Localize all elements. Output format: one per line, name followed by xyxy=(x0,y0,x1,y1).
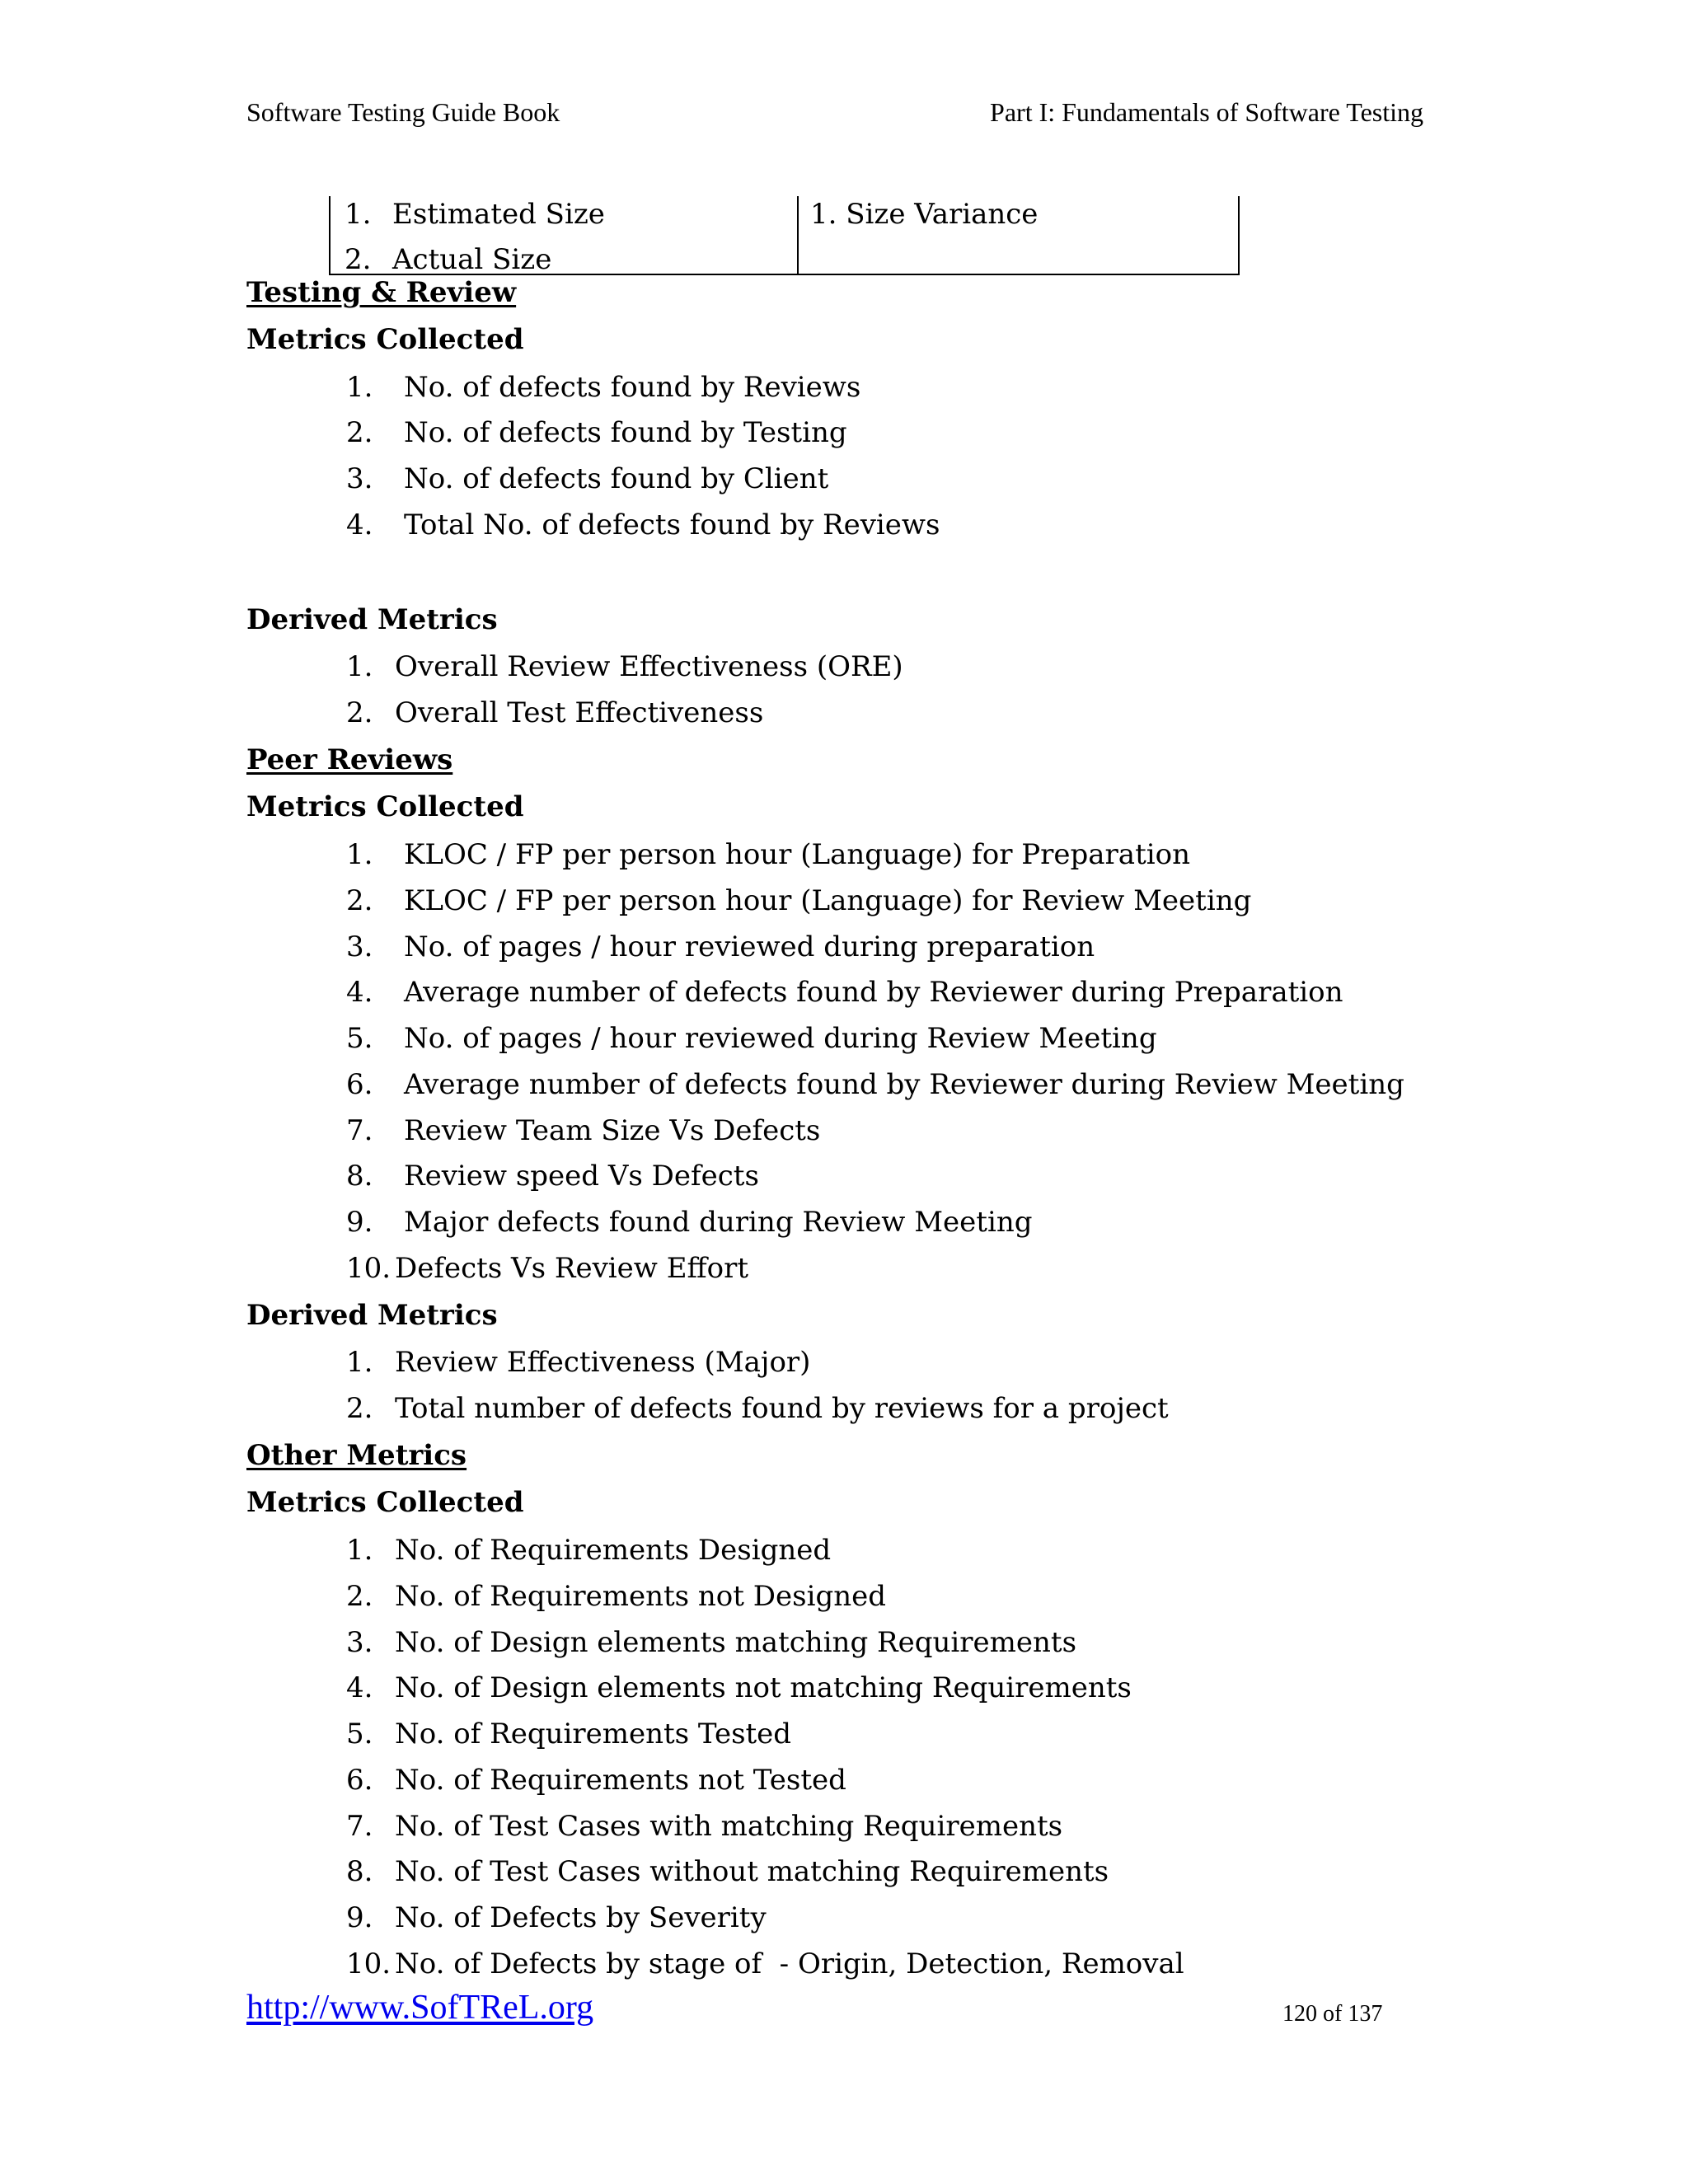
list-item-number: 2. xyxy=(346,416,373,449)
list-item: Review speed Vs Defects xyxy=(404,1160,759,1193)
section-title-testing-review: Testing & Review xyxy=(246,276,517,309)
list-item-number: 4. xyxy=(346,976,373,1009)
list-item: No. of Requirements Tested xyxy=(395,1718,792,1750)
subheading-derived-metrics: Derived Metrics xyxy=(246,1299,498,1332)
list-item: Overall Test Effectiveness xyxy=(395,696,764,729)
list-item: Total number of defects found by reviews for a project xyxy=(395,1392,1169,1425)
list-item: No. of pages / hour reviewed during Review Meeting xyxy=(404,1022,1157,1055)
section-title-peer-reviews: Peer Reviews xyxy=(246,743,453,776)
table-cell-text: Estimated Size xyxy=(392,198,605,231)
running-header-left: Software Testing Guide Book xyxy=(246,97,560,127)
running-header-right: Part I: Fundamentals of Software Testing xyxy=(990,97,1423,127)
list-item-number: 3. xyxy=(346,462,373,495)
list-item-number: 4. xyxy=(346,1671,373,1704)
list-item: No. of defects found by Testing xyxy=(404,416,847,449)
list-item: KLOC / FP per person hour (Language) for Review Meeting xyxy=(404,884,1252,917)
subheading-metrics-collected: Metrics Collected xyxy=(246,323,524,356)
list-item-number: 3. xyxy=(346,1626,373,1659)
subheading-metrics-collected: Metrics Collected xyxy=(246,790,524,823)
list-item-number: 8. xyxy=(346,1160,373,1193)
list-item-number: 2. xyxy=(346,1580,373,1613)
page-number: 120 of 137 xyxy=(1282,2001,1383,2027)
list-item-number: 9. xyxy=(346,1901,373,1934)
list-item: No. of pages / hour reviewed during preparation xyxy=(404,930,1095,963)
list-item: No. of Test Cases with matching Requirements xyxy=(395,1810,1063,1843)
list-item-number: 10. xyxy=(346,1252,392,1285)
list-item: No. of Test Cases without matching Requirements xyxy=(395,1855,1109,1888)
list-item: Average number of defects found by Reviewer during Review Meeting xyxy=(404,1068,1404,1101)
table-cell-text: 1. Size Variance xyxy=(810,198,1039,231)
list-item: Major defects found during Review Meeting xyxy=(404,1206,1033,1239)
list-item-number: 10. xyxy=(346,1947,392,1980)
list-item-number: 2. xyxy=(346,1392,373,1425)
section-title-other-metrics: Other Metrics xyxy=(246,1439,467,1472)
list-item: Review Effectiveness (Major) xyxy=(395,1346,811,1379)
list-item: No. of Defects by Severity xyxy=(395,1901,767,1934)
list-item-number: 9. xyxy=(346,1206,373,1239)
list-item: Total No. of defects found by Reviews xyxy=(404,509,940,541)
list-item: Defects Vs Review Effort xyxy=(395,1252,749,1285)
list-item-number: 7. xyxy=(346,1114,373,1147)
footer-website-link[interactable]: http://www.SofTReL.org xyxy=(246,1989,594,2027)
list-item: No. of Design elements not matching Requirements xyxy=(395,1671,1132,1704)
subheading-metrics-collected: Metrics Collected xyxy=(246,1486,524,1519)
list-item-number: 7. xyxy=(346,1810,373,1843)
list-item-number: 1. xyxy=(346,1346,373,1379)
list-item: No. of defects found by Reviews xyxy=(404,371,861,404)
list-item: KLOC / FP per person hour (Language) for Preparation xyxy=(404,838,1190,871)
list-item-number: 2. xyxy=(346,884,373,917)
list-item-number: 1. xyxy=(346,650,373,683)
list-item-number: 1. xyxy=(346,371,373,404)
list-item: No. of Requirements Designed xyxy=(395,1534,832,1567)
list-item: No. of Requirements not Tested xyxy=(395,1764,846,1797)
table-cell-text: Actual Size xyxy=(392,243,552,276)
list-item: No. of defects found by Client xyxy=(404,462,829,495)
list-item: Average number of defects found by Reviewer during Preparation xyxy=(404,976,1343,1009)
list-item-number: 4. xyxy=(346,509,373,541)
subheading-derived-metrics: Derived Metrics xyxy=(246,603,498,636)
list-item-number: 5. xyxy=(346,1718,373,1750)
list-item: Overall Review Effectiveness (ORE) xyxy=(395,650,903,683)
list-item: No. of Requirements not Designed xyxy=(395,1580,886,1613)
list-item: No. of Design elements matching Requirements xyxy=(395,1626,1077,1659)
table-cell-number: 1. xyxy=(345,198,372,231)
list-item: No. of Defects by stage of - Origin, Detection, Removal xyxy=(395,1947,1184,1980)
list-item-number: 1. xyxy=(346,1534,373,1567)
list-item-number: 2. xyxy=(346,696,373,729)
table-cell-number: 2. xyxy=(345,243,372,276)
list-item-number: 1. xyxy=(346,838,373,871)
list-item: Review Team Size Vs Defects xyxy=(404,1114,821,1147)
list-item-number: 5. xyxy=(346,1022,373,1055)
list-item-number: 8. xyxy=(346,1855,373,1888)
list-item-number: 6. xyxy=(346,1068,373,1101)
list-item-number: 6. xyxy=(346,1764,373,1797)
list-item-number: 3. xyxy=(346,930,373,963)
table-column-divider xyxy=(797,196,799,274)
